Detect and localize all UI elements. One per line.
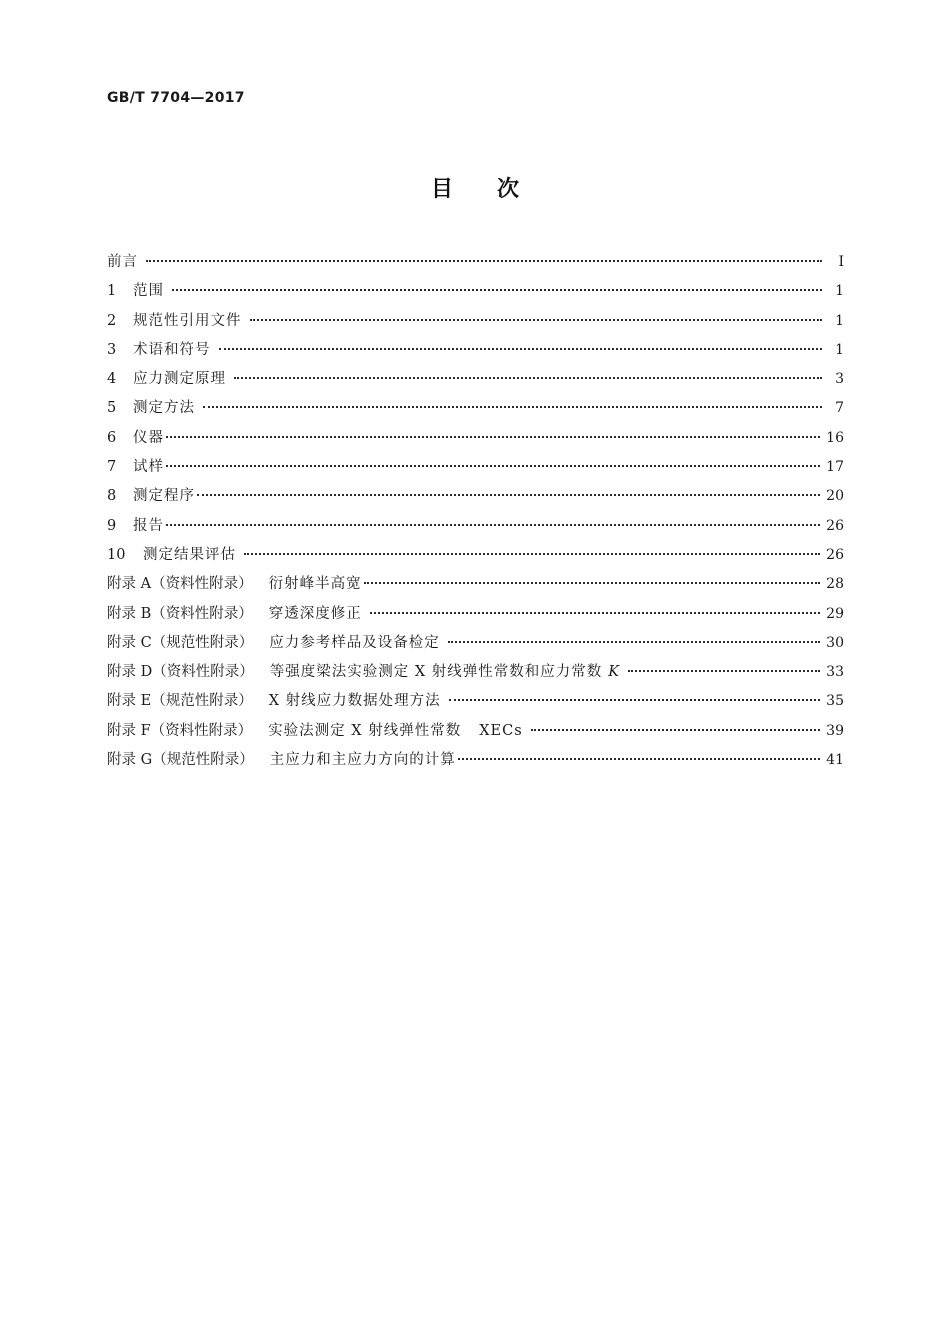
toc-entry-number: 4: [107, 371, 117, 388]
toc-entry-appendix-c[interactable]: [107, 631, 844, 660]
toc-entry-page: 29: [826, 605, 844, 622]
toc-entry-10[interactable]: [107, 543, 844, 572]
toc-entry-label: 前言: [107, 254, 138, 270]
toc-appendix-heading: 附录 A（资料性附录）: [107, 576, 253, 593]
toc-entry-number: 2: [107, 312, 117, 329]
toc-entry-number: 5: [107, 400, 117, 417]
toc-entry-page: 20: [826, 488, 844, 505]
toc-entry-page: 1: [835, 341, 844, 358]
toc-entry-number: 10: [107, 546, 126, 563]
toc-entry-number: 8: [107, 488, 117, 505]
toc-entry-page: 28: [826, 576, 844, 593]
leader-dots: [203, 406, 822, 408]
toc-entry-4[interactable]: [107, 367, 844, 396]
toc-entry-label: 实验法测定 X 射线弹性常数: [268, 722, 462, 739]
toc-appendix-heading: 附录 G（规范性附录）: [107, 752, 254, 769]
toc-entry-7[interactable]: [107, 455, 844, 484]
toc-entry-number: 7: [107, 459, 117, 476]
toc-entry-appendix-e[interactable]: [107, 689, 844, 718]
toc-entry-page: 1: [835, 312, 844, 329]
toc-entry-label: 等强度梁法实验测定 X 射线弹性常数和应力常数: [269, 664, 603, 681]
toc-entry-page: 39: [826, 722, 844, 739]
toc-title: 目次: [430, 177, 563, 202]
toc-entry-label: 试样: [133, 459, 164, 476]
toc-entry-label: 穿透深度修正: [268, 605, 362, 622]
toc-entry-appendix-f[interactable]: [107, 719, 844, 748]
leader-dots: [628, 670, 820, 672]
leader-dots: [146, 260, 822, 262]
leader-dots: [370, 612, 820, 614]
toc-entry-number: 6: [107, 429, 117, 446]
toc-entry-appendix-a[interactable]: [107, 572, 844, 601]
toc-entry-number: 9: [107, 517, 117, 534]
toc-entry-5[interactable]: [107, 396, 844, 425]
toc-appendix-heading: 附录 E（规范性附录）: [107, 693, 253, 710]
toc-entry-label: 应力参考样品及设备检定: [269, 634, 440, 651]
toc-entry-6[interactable]: [107, 426, 844, 455]
toc-entry-label-suffix: XECs: [479, 722, 523, 739]
leader-dots: [197, 494, 820, 496]
toc-entry-label: 测定程序: [133, 488, 195, 505]
toc-entry-number: 3: [107, 341, 117, 358]
toc-entry-9[interactable]: [107, 514, 844, 543]
toc-entry-page: 41: [826, 752, 844, 769]
leader-dots: [219, 348, 823, 350]
toc-entry-page: 33: [826, 664, 844, 681]
leader-dots: [364, 582, 821, 584]
toc-entry-page: 7: [835, 400, 844, 417]
leader-dots: [458, 758, 820, 760]
toc-entry-page: 35: [826, 693, 844, 710]
toc-entry-label: 测定结果评估: [143, 546, 236, 563]
toc-entry-number: 1: [107, 283, 117, 300]
toc-entry-page: 30: [826, 634, 844, 651]
toc-entry-2[interactable]: [107, 309, 844, 338]
leader-dots: [166, 436, 820, 438]
toc-entry-label-suffix: K: [608, 664, 621, 681]
toc-entry-label: 应力测定原理: [133, 371, 226, 388]
toc-entry-label: X 射线应力数据处理方法: [268, 693, 441, 710]
toc-entry-1[interactable]: [107, 279, 844, 308]
toc-appendix-heading: 附录 B（资料性附录）: [107, 605, 253, 622]
toc-entry-appendix-d[interactable]: [107, 660, 844, 689]
toc-entry-label: 范围: [133, 283, 164, 300]
toc-entry-page: 3: [835, 371, 844, 388]
toc-appendix-heading: 附录 F（资料性附录）: [107, 722, 253, 739]
table-of-contents: [107, 250, 844, 777]
toc-entry-label: 主应力和主应力方向的计算: [269, 752, 456, 769]
toc-entry-page: 1: [835, 283, 844, 300]
toc-entry-appendix-b[interactable]: [107, 602, 844, 631]
leader-dots: [244, 553, 820, 555]
toc-entry-page: Ⅰ: [838, 254, 844, 270]
toc-entry-page: 26: [826, 546, 844, 563]
leader-dots: [449, 699, 821, 701]
leader-dots: [448, 641, 820, 643]
toc-entry-3[interactable]: [107, 338, 844, 367]
toc-entry-page: 26: [826, 517, 844, 534]
leader-dots: [172, 289, 822, 291]
leader-dots: [234, 377, 822, 379]
toc-entry-label: 术语和符号: [133, 341, 211, 358]
leader-dots: [166, 524, 820, 526]
toc-appendix-heading: 附录 C（规范性附录）: [107, 634, 254, 651]
leader-dots: [531, 729, 821, 731]
standard-code: GB/T 7704—2017: [107, 90, 245, 106]
toc-entry-foreword[interactable]: [107, 250, 844, 279]
toc-entry-page: 17: [826, 459, 844, 476]
toc-appendix-heading: 附录 D（资料性附录）: [107, 664, 254, 681]
toc-entry-label: 测定方法: [133, 400, 195, 417]
leader-dots: [166, 465, 820, 467]
toc-entry-label: 仪器: [133, 429, 164, 446]
toc-entry-8[interactable]: [107, 484, 844, 513]
toc-entry-label: 报告: [133, 517, 164, 534]
toc-entry-appendix-g[interactable]: [107, 748, 844, 777]
toc-entry-page: 16: [826, 429, 844, 446]
toc-entry-label: 规范性引用文件: [133, 312, 242, 329]
leader-dots: [250, 319, 823, 321]
toc-entry-label: 衍射峰半高宽: [268, 576, 362, 593]
